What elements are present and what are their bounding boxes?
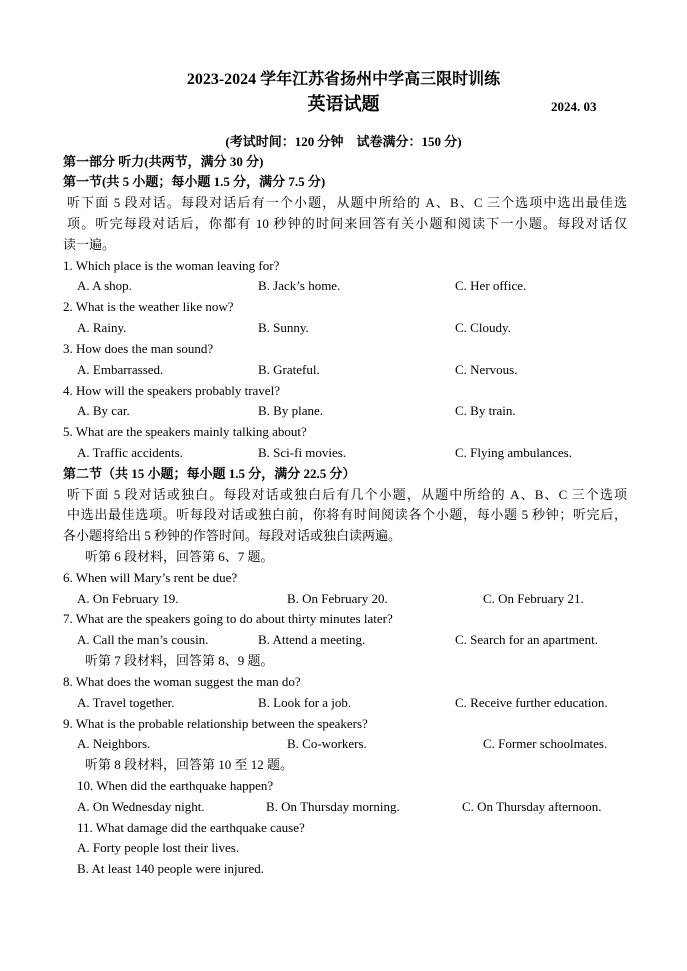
option-a: A. On Wednesday night.	[77, 798, 205, 814]
question-6-stem: 6. When will Mary’s rent be due?	[63, 569, 238, 585]
option-b: B. Co-workers.	[287, 736, 367, 752]
question-stem	[0, 818, 687, 839]
option-b: B. On February 20.	[287, 590, 388, 606]
question-5-stem: 5. What are the speakers mainly talking about?	[63, 424, 307, 440]
question-stem	[0, 422, 687, 443]
instructions-text: 读一遍。	[63, 236, 116, 252]
question-stem	[0, 297, 687, 318]
option-a: A. By car.	[77, 403, 130, 419]
question-stem	[0, 776, 687, 797]
option-c: C. Her office.	[455, 278, 527, 294]
question-stem	[0, 339, 687, 360]
instructions-line: 中选出最佳选项。听每段对话或独白前，你将有时间阅读各个小题，每小题 5 秒钟；听完后，	[67, 507, 627, 523]
material-intro-text: 听第 7 段材料，回答第 8、9 题。	[85, 653, 274, 669]
question-stem	[0, 568, 687, 589]
section-heading	[0, 172, 687, 193]
part-heading-text: 第一部分 听力(共两节，满分 30 分)	[63, 153, 264, 169]
instructions-line: 听下面 5 段对话或独白。每段对话或独白后有几个小题，从题中所给的 A、B、C 三个选项	[67, 486, 627, 502]
exam-info: (考试时间：120 分钟 试卷满分：150 分)	[225, 134, 462, 149]
exam-body	[0, 152, 687, 880]
option-a: A. Forty people lost their lives.	[77, 840, 240, 856]
option-a: A. Call the man’s cousin.	[77, 632, 209, 648]
material-intro	[0, 755, 687, 776]
option-c: C. On February 21.	[483, 590, 584, 606]
question-options	[0, 401, 687, 422]
section-heading-text: 第一节(共 5 小题；每小题 1.5 分，满分 7.5 分)	[63, 174, 326, 190]
question-options	[0, 859, 687, 880]
question-1-stem: 1. Which place is the woman leaving for?	[63, 257, 280, 273]
option-a: A. Traffic accidents.	[77, 444, 183, 460]
question-options	[0, 838, 687, 859]
option-c: C. Search for an apartment.	[455, 632, 598, 648]
question-2-stem: 2. What is the weather like now?	[63, 299, 234, 315]
option-c: C. On Thursday afternoon.	[462, 798, 602, 814]
option-a: A. A shop.	[77, 278, 132, 294]
material-intro	[0, 547, 687, 568]
instructions-line: 项。听完每段对话后，你都有 10 秒钟的时间来回答有关小题和阅读下一小题。每段对话仅	[67, 216, 627, 232]
material-intro	[0, 651, 687, 672]
question-options	[0, 734, 687, 755]
material-intro-text: 听第 8 段材料，回答第 10 至 12 题。	[85, 757, 294, 773]
question-stem	[0, 672, 687, 693]
question-options	[0, 630, 687, 651]
instructions-text: 各小题将给出 5 秒钟的作答时间。每段对话或独白读两遍。	[63, 528, 402, 544]
option-a: A. On February 19.	[77, 590, 179, 606]
option-b: B. Sunny.	[258, 320, 309, 336]
option-c: C. Cloudy.	[455, 320, 511, 336]
question-stem	[0, 381, 687, 402]
option-c: C. By train.	[455, 403, 516, 419]
question-stem	[0, 256, 687, 277]
question-stem	[0, 714, 687, 735]
option-c: C. Former schoolmates.	[483, 736, 608, 752]
question-stem	[0, 609, 687, 630]
option-b: B. At least 140 people were injured.	[77, 861, 265, 877]
question-3-stem: 3. How does the man sound?	[63, 340, 214, 356]
option-b: B. Attend a meeting.	[258, 632, 366, 648]
document-title: 2023-2024 学年江苏省扬州中学高三限时训练	[186, 71, 501, 88]
option-a: A. Rainy.	[77, 320, 127, 336]
question-options	[0, 318, 687, 339]
instructions-line: 听下面 5 段对话。每段对话后有一个小题，从题中所给的 A、B、C 三个选项中选出最佳选	[67, 195, 627, 211]
question-options	[0, 360, 687, 381]
option-b: B. Jack’s home.	[258, 278, 341, 294]
option-c: C. Receive further education.	[455, 694, 608, 710]
question-options	[0, 443, 687, 464]
question-8-stem: 8. What does the woman suggest the man do?	[63, 673, 301, 689]
question-options	[0, 589, 687, 610]
option-c: C. Flying ambulances.	[455, 444, 572, 460]
question-4-stem: 4. How will the speakers probably travel?	[63, 382, 280, 398]
question-9-stem: 9. What is the probable relationship between the speakers?	[63, 715, 368, 731]
option-c: C. Nervous.	[455, 361, 518, 377]
question-10-stem: 10. When did the earthquake happen?	[77, 777, 274, 793]
part-heading	[0, 152, 687, 173]
instructions-line	[0, 235, 687, 256]
option-a: A. Embarrassed.	[77, 361, 164, 377]
option-b: B. By plane.	[258, 403, 323, 419]
material-intro-text: 听第 6 段材料，回答第 6、7 题。	[85, 549, 274, 565]
option-a: A. Travel together.	[77, 694, 175, 710]
section-heading	[0, 464, 687, 485]
question-options	[0, 276, 687, 297]
question-7-stem: 7. What are the speakers going to do about thirty minutes later?	[63, 611, 393, 627]
option-b: B. On Thursday morning.	[266, 798, 400, 814]
subject-title: 英语试题	[307, 94, 380, 114]
option-b: B. Sci-fi movies.	[258, 444, 347, 460]
option-a: A. Neighbors.	[77, 736, 151, 752]
option-b: B. Grateful.	[258, 361, 320, 377]
exam-date: 2024. 03	[551, 99, 597, 114]
question-options	[0, 797, 687, 818]
section-heading-text: 第二节（共 15 小题；每小题 1.5 分，满分 22.5 分）	[63, 465, 356, 481]
question-options	[0, 693, 687, 714]
option-b: B. Look for a job.	[258, 694, 352, 710]
question-11-stem: 11. What damage did the earthquake cause?	[77, 819, 305, 835]
instructions-line	[0, 526, 687, 547]
